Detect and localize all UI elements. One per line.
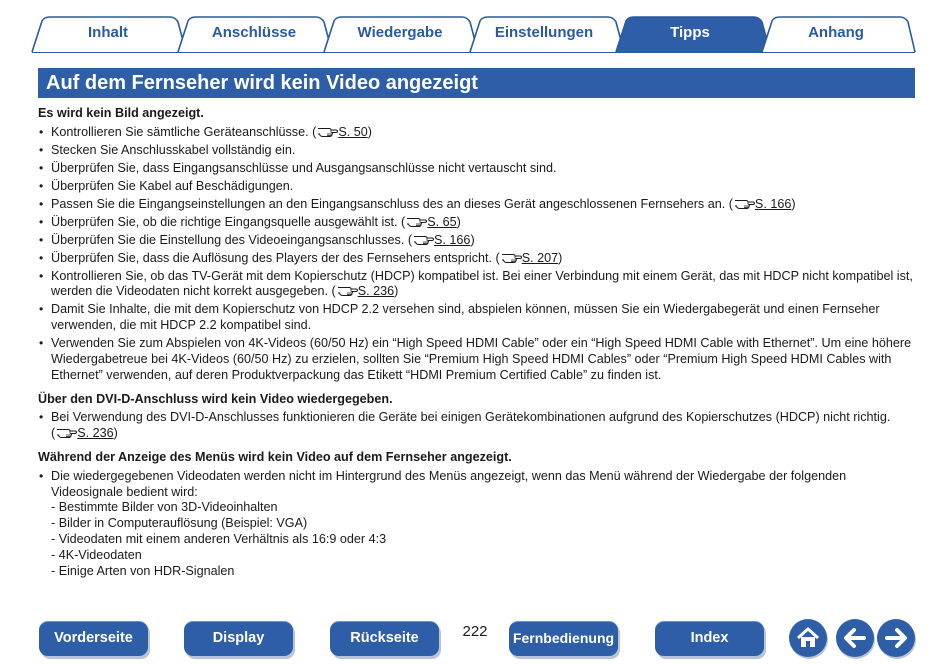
previous-page-button[interactable] [836, 619, 874, 657]
list-item: • Kontrollieren Sie, ob das TV-Gerät mit dem Kopierschutz (HDCP) kompatibel ist. Bei einer Verbindung mit einem Gerät, das mit HDCP nicht kompatibel ist, werden die Videodaten nicht korrekt ausgegeben. ( S. 236) [38, 269, 916, 301]
pointing-hand-icon [317, 125, 338, 137]
pointing-hand-icon [56, 426, 77, 438]
list-item [38, 469, 916, 580]
page-reference-link[interactable]: S. 50 [338, 124, 368, 139]
home-button[interactable] [789, 619, 827, 657]
list-item: • Bei Verwendung des DVI-D-Anschlusses funktionieren die Geräte bei einigen Gerätekombinationen aufgrund des Kopierschutzes (HDCP) nicht richtig. ( S. 236) [38, 410, 916, 442]
item-text: Überprüfen Sie die Einstellung des Videoeingangsanschlusses. [51, 232, 405, 247]
sub-line: - Bestimmte Bilder von 3D-Videoinhalten [51, 500, 278, 515]
page-reference-link[interactable]: S. 65 [427, 214, 457, 229]
section-no-picture [38, 106, 916, 384]
list-item: • Überprüfen Sie, dass die Auflösung des Players der des Fernsehers entspricht. ( S. 207) [38, 251, 916, 267]
list-item: • Überprüfen Sie die Einstellung des Videoeingangsanschlusses. ( S. 166) [38, 233, 916, 249]
section-menu-display [38, 450, 916, 579]
pointing-hand-icon [337, 284, 358, 296]
front-panel-button[interactable]: Vorderseite [39, 621, 148, 656]
tab-anhang[interactable]: Anhang [808, 24, 864, 41]
rear-panel-button[interactable]: Rückseite [330, 621, 439, 656]
sub-line: - Einige Arten von HDR-Signalen [51, 563, 235, 578]
page-title: Auf dem Fernseher wird kein Video angezeigt [46, 72, 478, 94]
item-text: Passen Sie die Eingangseinstellungen an den Eingangsanschluss des an dieses Gerät angeschlossenen Fernsehers an. [51, 196, 726, 211]
item-text: Kontrollieren Sie sämtliche Geräteanschlüsse. [51, 124, 309, 139]
sub-line: - Bilder in Computerauflösung (Beispiel: VGA) [51, 516, 308, 531]
display-button[interactable]: Display [184, 621, 293, 656]
item-text: Damit Sie Inhalte, die mit dem Kopierschutz von HDCP 2.2 versehen sind, abspielen können, müssen Sie ein Wiedergabegerät und einen Fernseher verwenden, die mit HDCP 2.2 kompatibel sind. [51, 302, 880, 333]
arrow-right-icon [877, 619, 915, 657]
page-number: 222 [462, 623, 488, 640]
list-item [38, 161, 916, 177]
list-item: • Passen Sie die Eingangseinstellungen an den Eingangsanschluss des an dieses Gerät angeschlossenen Fernsehers an. ( S. 166) [38, 197, 916, 213]
pointing-hand-icon [413, 233, 434, 245]
pointing-hand-icon [734, 197, 755, 209]
item-text: Die wiedergegebenen Videodaten werden nicht im Hintergrund des Menüs angezeigt, wenn das Menü während der Wiedergabe der folgenden Videosignale bedient wird: [51, 468, 847, 499]
main-content [38, 106, 916, 587]
home-icon [789, 619, 827, 657]
arrow-left-icon [836, 619, 874, 657]
page-title-bar [38, 68, 915, 98]
item-text: Überprüfen Sie, ob die richtige Eingangsquelle ausgewählt ist. [51, 214, 398, 229]
section-heading: Über den DVI-D-Anschluss wird kein Video wiedergegeben. [38, 391, 393, 406]
section-heading: Es wird kein Bild angezeigt. [38, 106, 204, 120]
item-text: Bei Verwendung des DVI-D-Anschlusses funktionieren die Geräte bei einigen Gerätekombinationen aufgrund des Kopierschutzes (HDCP) nicht richtig. [51, 410, 891, 425]
index-button[interactable]: Index [655, 621, 764, 656]
pointing-hand-icon [501, 251, 522, 263]
sub-line: - Videodaten mit einem anderen Verhältnis als 16:9 oder 4:3 [51, 532, 387, 546]
page-reference-link[interactable]: S. 207 [521, 250, 559, 265]
tab-wiedergabe[interactable]: Wiedergabe [357, 24, 443, 41]
item-text: Überprüfen Sie Kabel auf Beschädigungen. [51, 178, 294, 193]
item-text: Überprüfen Sie, dass die Auflösung des Players der des Fernsehers entspricht. [51, 250, 493, 265]
tab-anschluesse[interactable]: Anschlüsse [211, 24, 297, 41]
page-reference-link[interactable]: S. 236 [77, 426, 114, 441]
item-text: Überprüfen Sie, dass Eingangsanschlüsse und Ausgangsanschlüsse nicht vertauscht sind. [51, 160, 557, 175]
tab-einstellungen[interactable]: Einstellungen [494, 24, 594, 41]
list-item: • Überprüfen Sie, ob die richtige Eingangsquelle ausgewählt ist. ( S. 65) [38, 215, 916, 231]
sub-line: - 4K-Videodaten [51, 547, 142, 562]
tips-list [38, 125, 916, 384]
section-dvi-d [38, 392, 916, 442]
tips-list [38, 469, 916, 580]
list-item [38, 336, 916, 383]
item-text: Verwenden Sie zum Abspielen von 4K-Videos (60/50 Hz) ein “High Speed HDMI Cable” oder ein “High Speed HDMI Cable with Ethernet”. Um eine höhere Wiedergabetreue bei 4K-Videos (60/50 Hz) zu erzielen, sollten Sie “Premium High Speed HDMI Cables” oder “Premium High Speed HDMI Cables with Ethernet” verwenden, auf deren Produktverpackung das Etikett “HDMI Premium Certified Cable” zu finden ist. [51, 336, 912, 382]
pointing-hand-icon [406, 215, 427, 227]
next-page-button[interactable] [877, 619, 915, 657]
list-item: • Kontrollieren Sie sämtliche Geräteanschlüsse. ( S. 50) [38, 125, 916, 141]
page-reference-link[interactable]: S. 166 [434, 232, 471, 247]
list-item [38, 143, 916, 159]
tab-bar [0, 0, 950, 56]
tab-inhalt[interactable]: Inhalt [88, 24, 128, 41]
item-text: Kontrollieren Sie, ob das TV-Gerät mit dem Kopierschutz (HDCP) kompatibel ist. Bei einer Verbindung mit einem Gerät, das mit HDCP nicht kompatibel ist, werden die Videodaten nicht korrekt ausgegeben. [51, 268, 913, 299]
tips-list [38, 410, 916, 442]
remote-control-button[interactable]: Fernbedienung [509, 621, 618, 656]
list-item [38, 302, 916, 334]
section-heading: Während der Anzeige des Menüs wird kein Video auf dem Fernseher angezeigt. [38, 450, 512, 465]
page-reference-link[interactable]: S. 166 [754, 196, 792, 211]
tab-tipps[interactable]: Tipps [670, 24, 710, 41]
page-reference-link[interactable]: S. 236 [357, 284, 395, 299]
list-item [38, 179, 916, 195]
item-text: Stecken Sie Anschlusskabel vollständig ein. [51, 142, 296, 157]
